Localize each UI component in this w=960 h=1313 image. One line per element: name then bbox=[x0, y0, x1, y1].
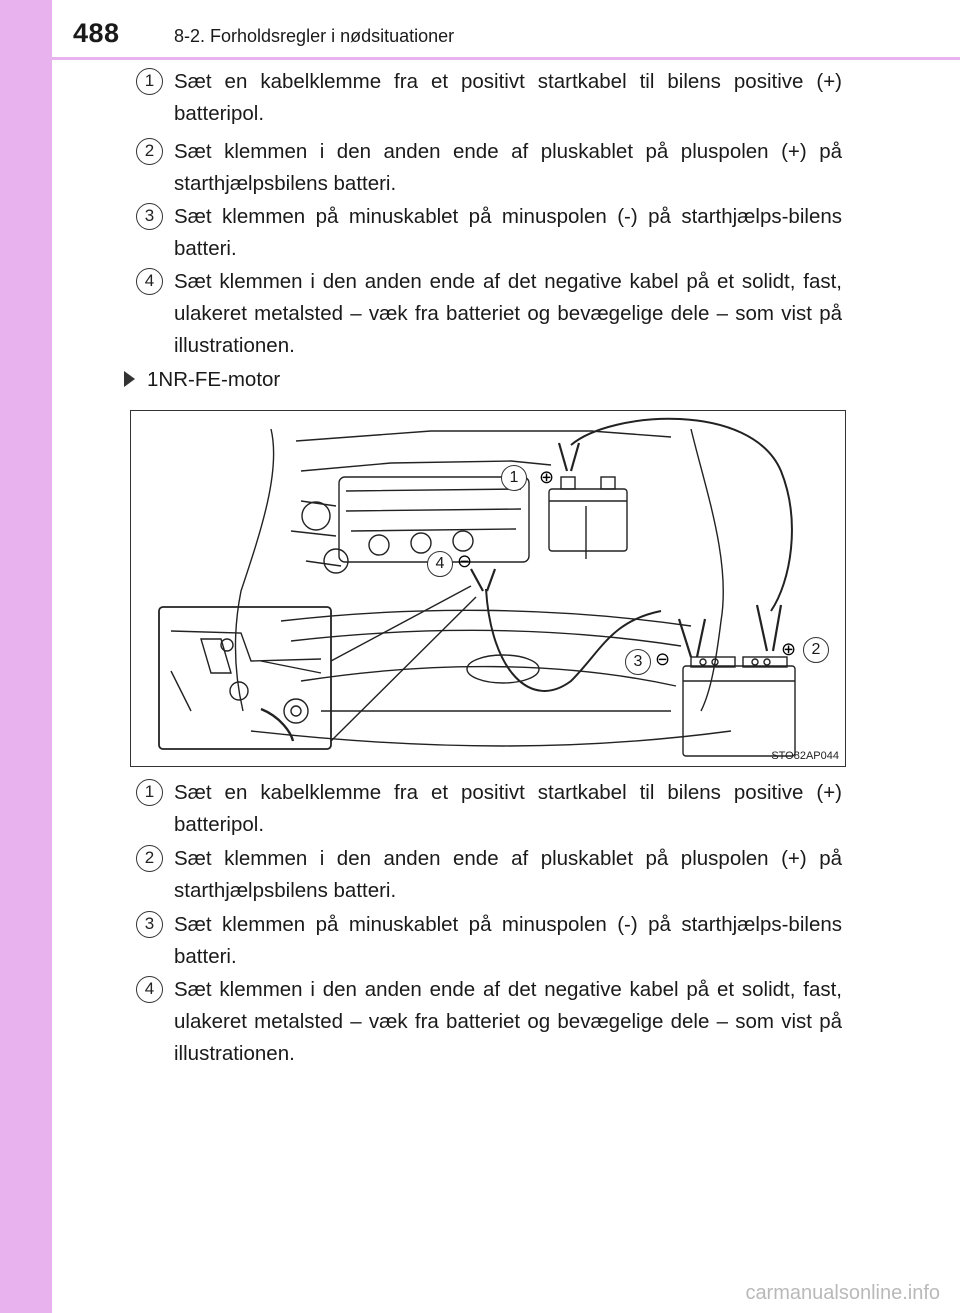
plus-sign-icon: ⊕ bbox=[539, 467, 555, 487]
minus-sign-icon: ⊖ bbox=[457, 551, 473, 571]
step-2-bottom bbox=[136, 843, 842, 907]
step-number: 1 bbox=[136, 68, 163, 95]
page-number: 488 bbox=[73, 18, 120, 48]
step-number: 1 bbox=[136, 779, 163, 806]
section-title: 8-2. Forholdsregler i nødsituationer bbox=[174, 26, 455, 46]
step-number: 3 bbox=[136, 203, 163, 230]
callout-1: 1 bbox=[501, 465, 527, 491]
step-1-bottom bbox=[136, 777, 842, 841]
step-text: Sæt en kabelklemme fra et positivt startkabel til bilens positive (+) batteripol. bbox=[174, 70, 842, 125]
step-number: 4 bbox=[136, 976, 163, 1003]
chapter-tab-strip bbox=[0, 0, 52, 1313]
step-4-bottom bbox=[136, 974, 842, 1070]
callout-4: 4 bbox=[427, 551, 453, 577]
step-text: Sæt klemmen i den anden ende af det negative kabel på et solidt, fast, ulakeret metalsted – væk fra batteriet og bevægelige dele – som vist på illustrationen. bbox=[174, 978, 842, 1065]
step-text: Sæt klemmen på minuskablet på minuspolen (-) på starthjælps-bilens batteri. bbox=[174, 205, 842, 260]
step-number: 2 bbox=[136, 845, 163, 872]
callout-3: 3 bbox=[625, 649, 651, 675]
callout-2: 2 bbox=[803, 637, 829, 663]
step-text: Sæt klemmen i den anden ende af pluskablet på pluspolen (+) på starthjælpsbilens batteri. bbox=[174, 847, 842, 902]
step-3-top bbox=[136, 201, 842, 265]
engine-bay-drawing bbox=[131, 411, 846, 767]
step-number: 4 bbox=[136, 268, 163, 295]
jump-start-illustration bbox=[130, 410, 846, 767]
triangle-bullet-icon bbox=[124, 371, 135, 387]
step-2-top bbox=[136, 136, 842, 200]
step-text: Sæt klemmen i den anden ende af pluskablet på pluspolen (+) på starthjælpsbilens batteri. bbox=[174, 140, 842, 195]
figure-code: STO82AP044 bbox=[771, 750, 839, 762]
step-number: 3 bbox=[136, 911, 163, 938]
motor-heading-label: 1NR-FE-motor bbox=[147, 368, 281, 391]
step-number: 2 bbox=[136, 138, 163, 165]
watermark: carmanualsonline.info bbox=[745, 1282, 940, 1304]
step-text: Sæt klemmen i den anden ende af det negative kabel på et solidt, fast, ulakeret metalsted – væk fra batteriet og bevægelige dele – som vist på illustrationen. bbox=[174, 270, 842, 357]
step-text: Sæt klemmen på minuskablet på minuspolen (-) på starthjælps-bilens batteri. bbox=[174, 913, 842, 968]
motor-heading bbox=[124, 368, 280, 392]
step-1-top bbox=[136, 66, 842, 130]
header-rule bbox=[52, 57, 960, 60]
plus-sign-icon: ⊕ bbox=[781, 639, 797, 659]
step-text: Sæt en kabelklemme fra et positivt startkabel til bilens positive (+) batteripol. bbox=[174, 781, 842, 836]
step-3-bottom bbox=[136, 909, 842, 973]
step-4-top bbox=[136, 266, 842, 362]
minus-sign-icon: ⊖ bbox=[655, 649, 671, 669]
